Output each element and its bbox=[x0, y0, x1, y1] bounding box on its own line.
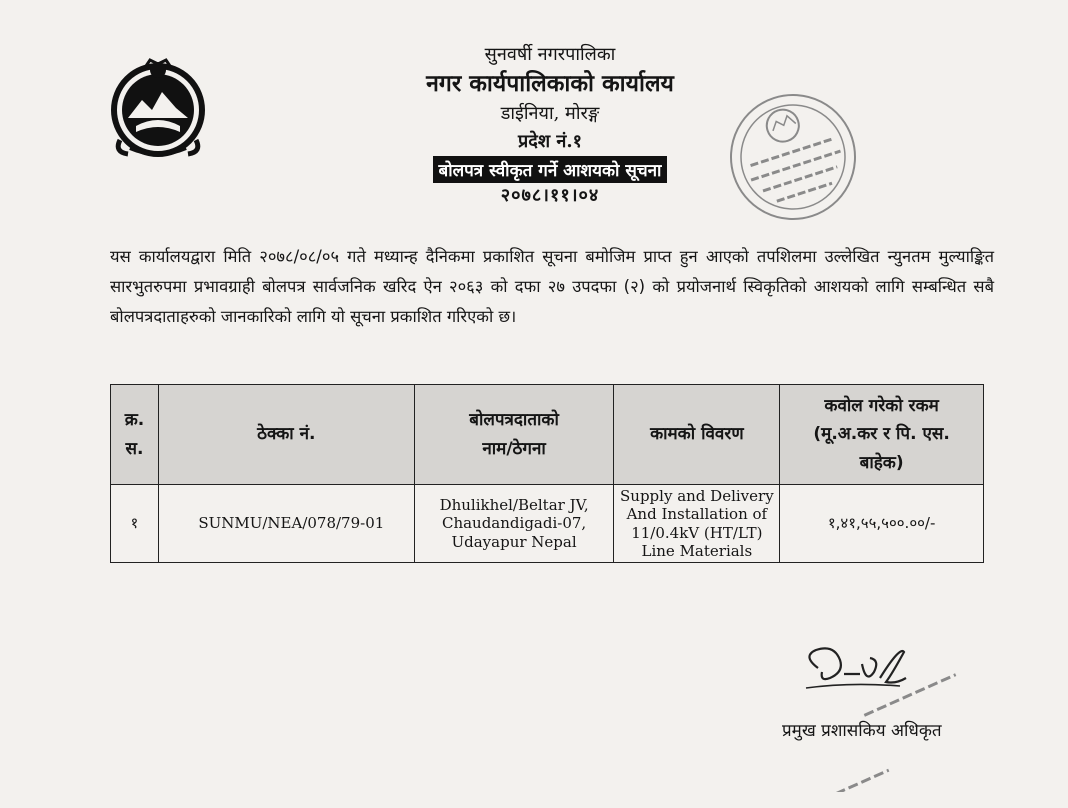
office-stamp-icon bbox=[700, 82, 886, 232]
header-amount-line-1: कवोल गरेको रकम bbox=[824, 396, 939, 417]
cell-work-description bbox=[614, 485, 780, 563]
header-bidder-line-2: नाम/ठेगना bbox=[482, 438, 546, 459]
table-row bbox=[111, 485, 984, 563]
header-contract-no: ठेक्का नं. bbox=[158, 385, 414, 485]
province: प्रदेश नं.१ bbox=[518, 130, 582, 152]
notice-body: यस कार्यालयद्वारा मिति २०७८/०८/०५ गते मध्यान्ह दैनिकमा प्रकाशित सूचना बमोजिम प्राप्त हुन आएको तपशिलमा उल्लेखित न्युनतम मुल्याङ्कित सारभुतरुपमा प्रभावग्राही बोलपत्र सार्वजनिक खरिद ऐन २०६३ को दफा २७ उपदफा (२) को प्रयोजनार्थ स्विकृतिको आशयको लागि सम्बन्धित सबै बोलपत्रदाताहरुको जानकारिको लागि यो सूचना प्रकाशित गरिएको छ। bbox=[110, 247, 994, 326]
cell-work-line-2: And Installation of bbox=[626, 505, 768, 524]
municipality-name: सुनवर्षी नगरपालिका bbox=[484, 44, 616, 65]
notice-date: २०७८।११।०४ bbox=[500, 185, 600, 207]
header-amount-line-2: (मू.अ.कर र पि. एस. bbox=[813, 424, 950, 445]
cell-bidder bbox=[414, 485, 614, 563]
signatory-title: प्रमुख प्रशासकिय अधिकृत bbox=[782, 721, 942, 741]
header-serial bbox=[111, 385, 159, 485]
office-location: डाईनिया, मोरङ्ग bbox=[500, 103, 600, 125]
office-name: नगर कार्यपालिकाको कार्यालय bbox=[426, 69, 674, 97]
bid-table bbox=[110, 384, 984, 563]
cell-work-line-4: Line Materials bbox=[641, 541, 753, 560]
header-amount-line-3: बाहेक) bbox=[859, 452, 904, 473]
cell-bidder-line-2: Chaudandigadi-07, bbox=[441, 514, 587, 533]
cell-contract-no: SUNMU/NEA/078/79-01 bbox=[158, 485, 414, 563]
header-serial-line-1: क्र. bbox=[124, 410, 145, 431]
nepal-emblem-icon bbox=[106, 56, 210, 160]
cell-serial: १ bbox=[111, 485, 159, 563]
notice-title: बोलपत्र स्वीकृत गर्ने आशयको सूचना bbox=[433, 156, 668, 183]
header-work-description: कामको विवरण bbox=[614, 385, 780, 485]
header-serial-line-2: स. bbox=[125, 438, 144, 459]
header-bid-amount bbox=[780, 385, 984, 485]
cell-bidder-line-3: Udayapur Nepal bbox=[451, 532, 577, 551]
header-bidder-line-1: बोलपत्रदाताको bbox=[469, 410, 559, 431]
cell-bid-amount: १,४१,५५,५००.००/- bbox=[780, 485, 984, 563]
header-bidder bbox=[414, 385, 614, 485]
table-header-row bbox=[111, 385, 984, 485]
cell-work-line-1: Supply and Delivery bbox=[620, 486, 774, 505]
cell-bidder-line-1: Dhulikhel/Beltar JV, bbox=[439, 496, 589, 515]
cell-work-line-3: 11/0.4kV (HT/LT) bbox=[631, 523, 763, 542]
